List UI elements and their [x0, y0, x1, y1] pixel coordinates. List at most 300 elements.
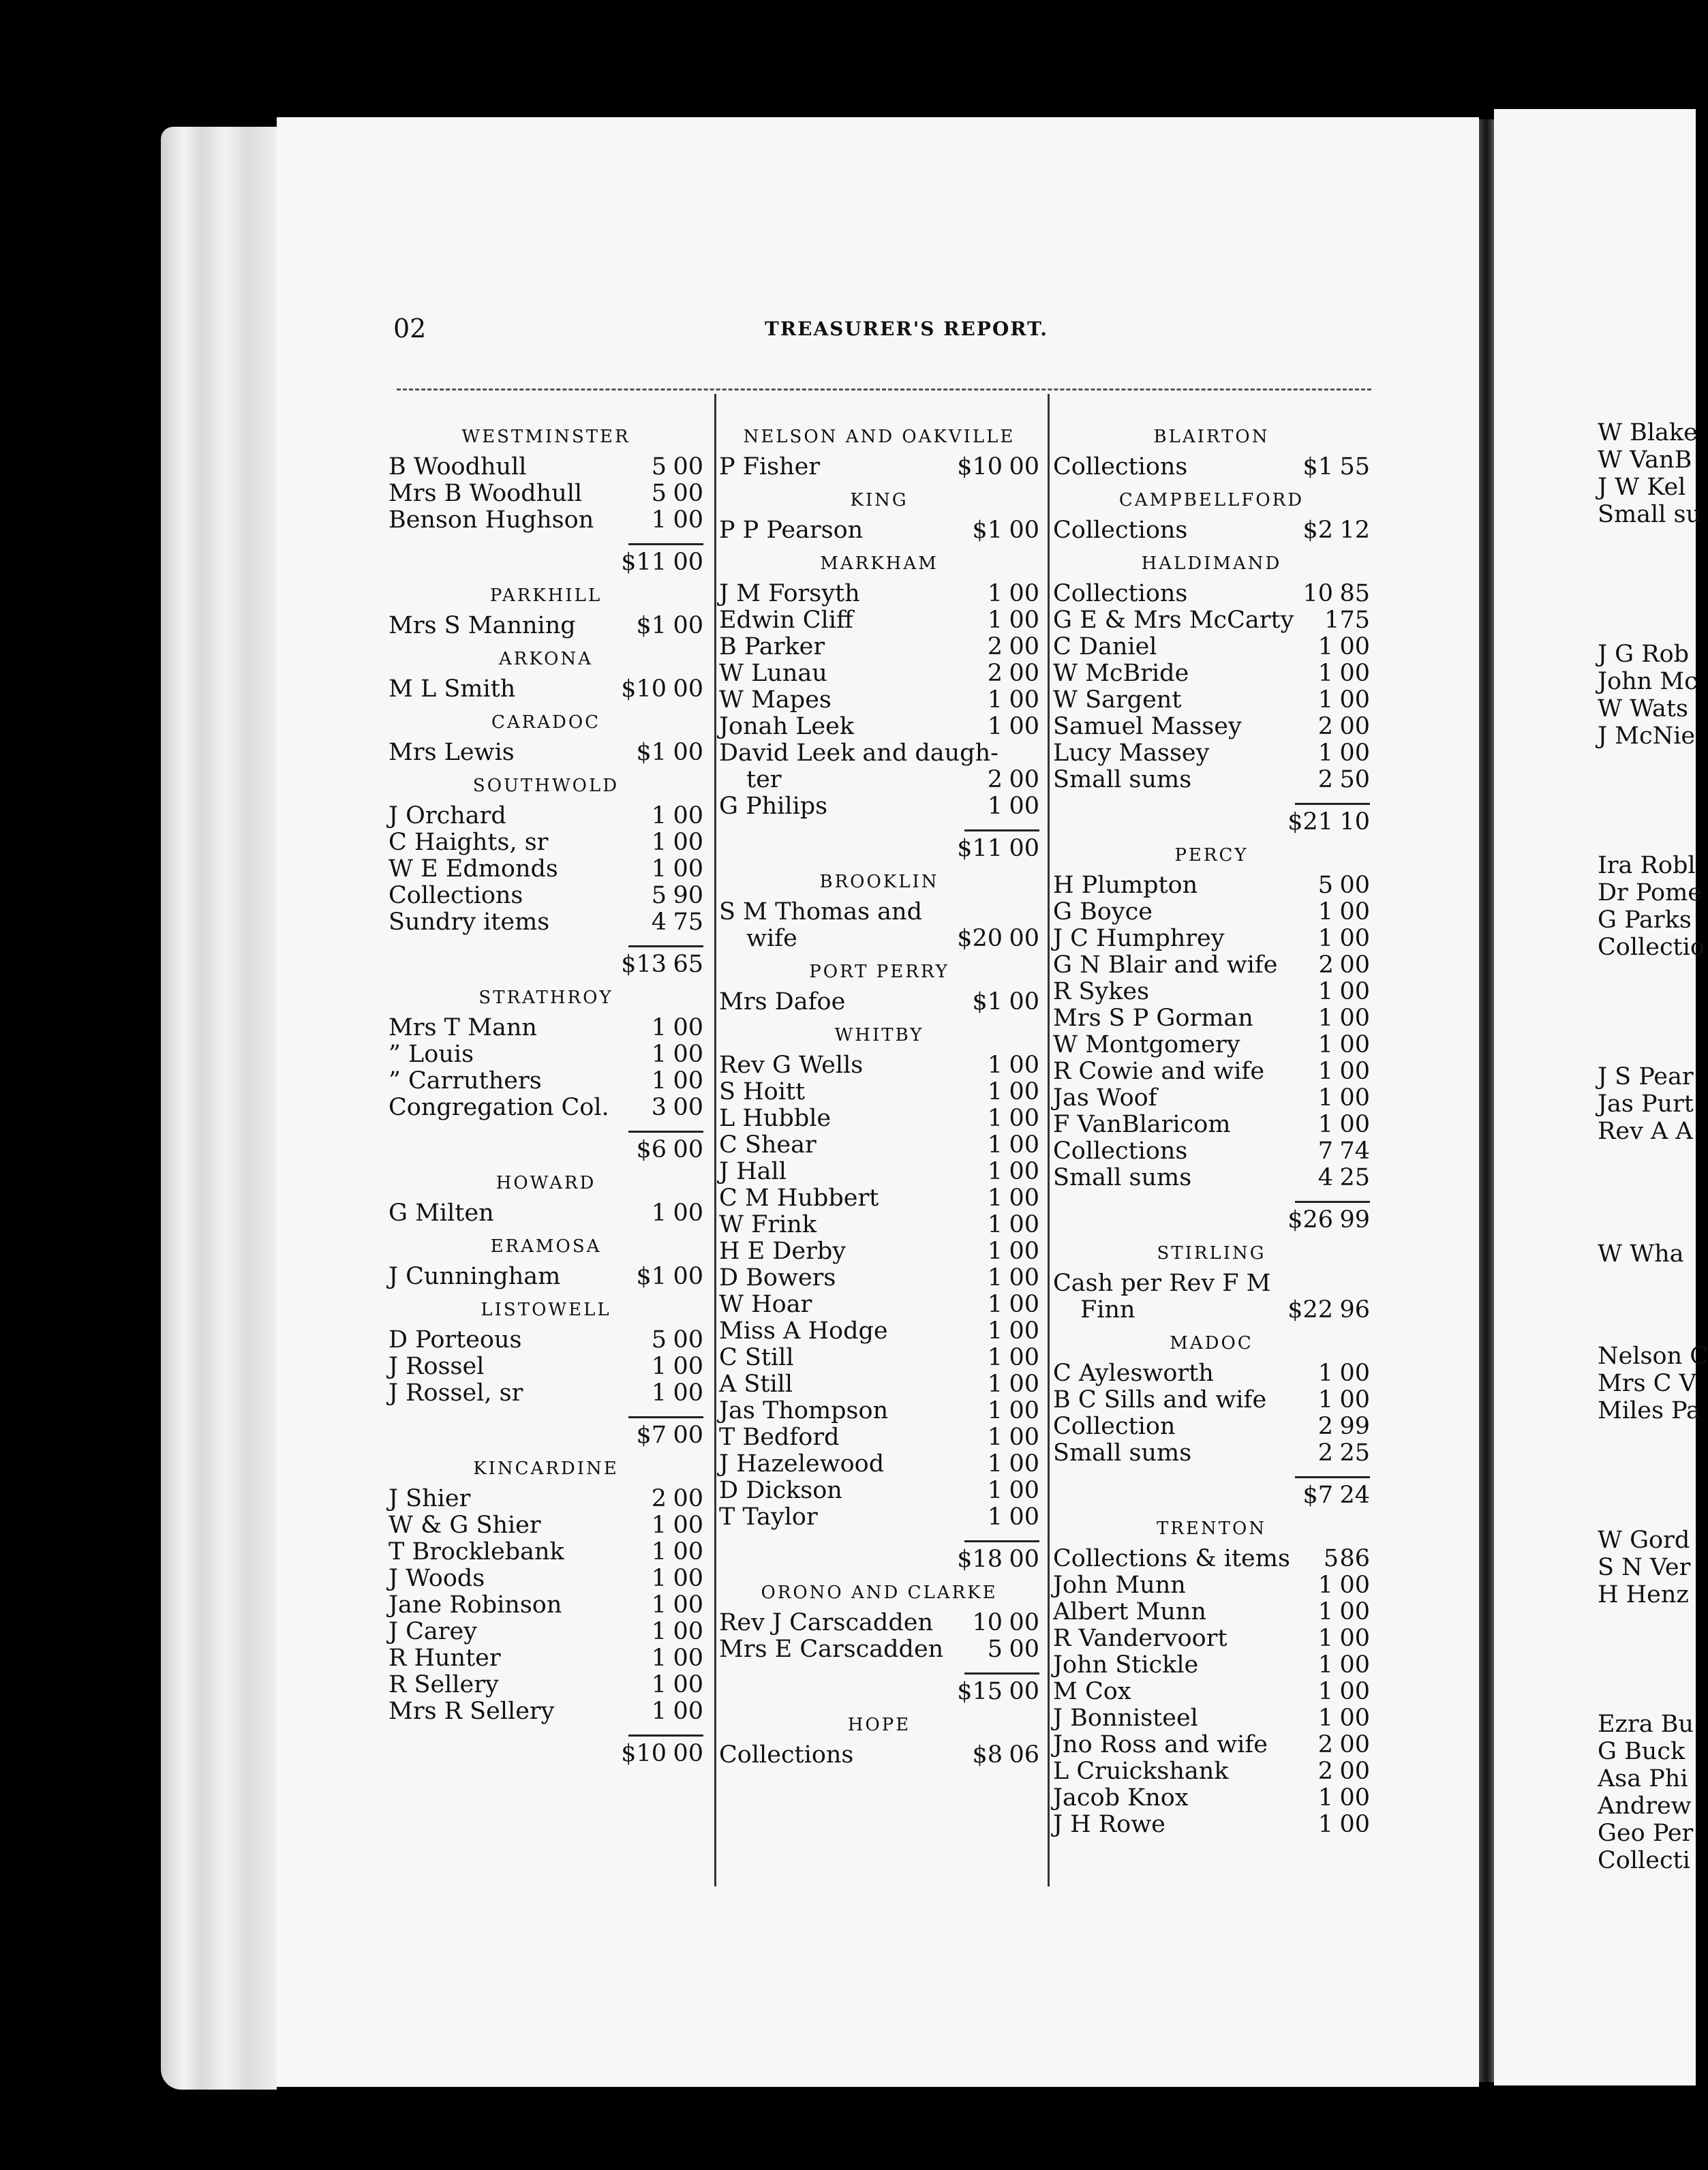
entry-cents: 00: [1009, 686, 1039, 714]
ledger-section: [388, 585, 703, 639]
entry-dollars: 1: [987, 1424, 1003, 1451]
entry-name: Mrs Dafoe: [719, 988, 846, 1015]
ledger-entry: [719, 1504, 1039, 1531]
entry-cents: 00: [673, 480, 703, 507]
entry-cents: 00: [1339, 633, 1370, 660]
entry-name: G Philips: [719, 793, 828, 820]
entry-name: G Boyce: [1053, 898, 1153, 926]
entry-name: W E Edmonds: [388, 855, 558, 883]
ledger-section: [719, 1025, 1039, 1573]
entry-dollars: $10: [957, 453, 1003, 480]
entry-cents: 86: [1339, 1545, 1370, 1572]
ledger-entry: [388, 829, 703, 856]
total-cents: 65: [673, 951, 703, 978]
entry-dollars: 1: [987, 1078, 1003, 1105]
entry-name: Finn: [1080, 1296, 1135, 1324]
entry-dollars: 1: [651, 1645, 667, 1672]
entry-name: S M Thomas and: [719, 898, 922, 926]
section-total: [388, 549, 703, 576]
right-page-text: H Henz: [1598, 1581, 1689, 1608]
entry-name: ter: [746, 766, 782, 793]
entry-name: J Rossel: [388, 1353, 485, 1380]
total-rule: [964, 829, 1039, 831]
entry-cents: 00: [1339, 1784, 1370, 1812]
ledger-entry: [388, 1619, 703, 1645]
entry-name: Congregation Col.: [388, 1094, 609, 1121]
entry-cents: 00: [673, 1591, 703, 1619]
total-dollars: $11: [957, 835, 1003, 862]
ledger-entry: [388, 1645, 703, 1672]
entry-name: F VanBlaricom: [1053, 1111, 1231, 1138]
ledger-entry: [1053, 1440, 1370, 1467]
entry-cents: 00: [1009, 607, 1039, 634]
total-rule: [628, 1735, 703, 1737]
ledger-section: [1053, 1518, 1370, 1838]
entry-name: J Woods: [388, 1565, 485, 1592]
ledger-entry: [719, 1238, 1039, 1265]
entry-name: Mrs T Mann: [388, 1014, 537, 1041]
ledger-section: [1053, 553, 1370, 836]
entry-name: ” Carruthers: [388, 1067, 542, 1095]
entry-cents: 00: [1339, 1360, 1370, 1387]
ledger-entry: [719, 1424, 1039, 1451]
entry-name: M L Smith: [388, 675, 516, 703]
entry-cents: 00: [1009, 1636, 1039, 1663]
entry-cents: 00: [673, 612, 703, 639]
ledger-entry: [719, 1212, 1039, 1238]
ledger-entry: [719, 1478, 1039, 1504]
ledger-entry: [1053, 1652, 1370, 1679]
entry-cents: 00: [673, 1067, 703, 1095]
entry-name: B C Sills and wife: [1053, 1386, 1267, 1413]
right-page-text: John Mc: [1598, 668, 1698, 695]
ledger-entry: [719, 926, 1039, 952]
ledger-entry: [719, 1292, 1039, 1318]
entry-name: Jacob Knox: [1053, 1784, 1189, 1812]
ledger-section: [1053, 1333, 1370, 1509]
entry-cents: 00: [673, 1041, 703, 1068]
section-heading: KINCARDINE: [473, 1458, 619, 1479]
section-heading: TRENTON: [1156, 1518, 1267, 1539]
entry-cents: 00: [673, 1538, 703, 1565]
entry-dollars: 1: [987, 1291, 1003, 1318]
entry-name: H E Derby: [719, 1238, 847, 1265]
section-heading: MADOC: [1170, 1333, 1253, 1354]
entry-cents: 74: [1339, 1137, 1370, 1165]
ledger-entry: [719, 1318, 1039, 1345]
entry-dollars: 1: [651, 802, 667, 829]
ledger-entry: [1053, 1812, 1370, 1838]
ledger-entry: [388, 1015, 703, 1041]
entry-name: Benson Hughson: [388, 506, 594, 534]
entry-name: W Frink: [719, 1211, 817, 1238]
entry-cents: 00: [1339, 1758, 1370, 1785]
entry-cents: 00: [1009, 1371, 1039, 1398]
entry-dollars: 1: [1317, 660, 1333, 687]
entry-cents: 25: [1339, 1164, 1370, 1191]
entry-name: J C Humphrey: [1053, 925, 1225, 952]
entry-name: Small sums: [1053, 1439, 1192, 1467]
entry-cents: 00: [673, 1645, 703, 1672]
right-page-text: W Wha: [1598, 1240, 1684, 1268]
ledger-entry: [719, 1345, 1039, 1371]
entry-dollars: 2: [987, 766, 1003, 793]
ledger-entry: [388, 856, 703, 883]
ledger-entry: [719, 517, 1039, 544]
total-rule: [628, 1416, 703, 1418]
ledger-entry: [719, 714, 1039, 740]
ledger-entry: [719, 989, 1039, 1015]
entry-cents: 00: [1339, 1386, 1370, 1413]
entry-name: Small sums: [1053, 766, 1192, 793]
ledger-entry: [388, 1380, 703, 1407]
section-heading: ERAMOSA: [490, 1236, 602, 1257]
entry-dollars: $2: [1302, 517, 1333, 544]
page-number: 02: [393, 314, 427, 343]
section-heading: HOPE: [847, 1715, 911, 1735]
ledger-section: [1053, 1243, 1370, 1324]
entry-name: John Stickle: [1053, 1651, 1199, 1679]
entry-dollars: 2: [1317, 1439, 1333, 1467]
entry-dollars: 1: [987, 1105, 1003, 1132]
section-total: [719, 1546, 1039, 1573]
ledger-entry: [1053, 660, 1370, 687]
entry-dollars: 1: [651, 1565, 667, 1592]
entry-dollars: 1: [1317, 1058, 1333, 1085]
ledger-entry: [719, 767, 1039, 793]
ledger-entry: [719, 1132, 1039, 1159]
entry-dollars: 1: [651, 1512, 667, 1539]
entry-name: Jonah Leek: [719, 713, 855, 740]
entry-cents: 00: [1009, 633, 1039, 660]
entry-dollars: 5: [651, 480, 667, 507]
entry-cents: 00: [1009, 1078, 1039, 1105]
book-page-right: [1494, 109, 1708, 2085]
entry-dollars: 2: [1317, 1758, 1333, 1785]
ledger-section: [1053, 490, 1370, 544]
entry-cents: 00: [673, 453, 703, 480]
section-heading: SOUTHWOLD: [472, 776, 620, 796]
entry-cents: 00: [673, 1618, 703, 1645]
ledger-entry: [388, 480, 703, 507]
entry-dollars: 1: [1317, 1386, 1333, 1413]
entry-name: Collections: [388, 882, 523, 909]
entry-dollars: $22: [1287, 1296, 1333, 1324]
ledger-column-1: [388, 417, 703, 1774]
entry-dollars: 1: [1317, 978, 1333, 1005]
entry-dollars: 1: [1317, 1005, 1333, 1032]
section-heading: STIRLING: [1157, 1243, 1266, 1264]
entry-cents: 00: [673, 1671, 703, 1698]
total-rule: [628, 1131, 703, 1133]
section-heading: NELSON AND OAKVILLE: [743, 427, 1016, 447]
entry-cents: 00: [673, 1353, 703, 1380]
entry-cents: 00: [1009, 517, 1039, 544]
ledger-section: [388, 1236, 703, 1290]
ledger-entry: [388, 883, 703, 909]
entry-name: Collection: [1053, 1413, 1176, 1440]
right-page-text: W Wats: [1598, 695, 1688, 722]
entry-name: C Aylesworth: [1053, 1360, 1214, 1387]
entry-dollars: $1: [636, 739, 667, 766]
entry-dollars: 1: [651, 1698, 667, 1725]
entry-cents: 00: [1009, 713, 1039, 740]
total-rule: [964, 1672, 1039, 1675]
entry-dollars: 5: [1323, 1545, 1339, 1572]
entry-cents: 00: [1339, 1678, 1370, 1705]
ledger-entry: [1053, 581, 1370, 607]
entry-dollars: 1: [1317, 1572, 1333, 1599]
entry-cents: 55: [1339, 453, 1370, 480]
entry-dollars: 1: [651, 506, 667, 534]
entry-cents: 00: [1009, 1052, 1039, 1079]
entry-cents: 96: [1339, 1296, 1370, 1324]
right-page-text: Dr Pome: [1598, 879, 1703, 906]
entry-cents: 85: [1339, 580, 1370, 607]
ledger-entry: [1053, 926, 1370, 952]
section-total: [1053, 1482, 1370, 1509]
entry-name: Cash per Rev F M: [1053, 1270, 1271, 1297]
entry-dollars: 5: [987, 1636, 1003, 1663]
entry-name: Mrs R Sellery: [388, 1698, 555, 1725]
entry-cents: 00: [673, 1263, 703, 1290]
entry-name: J Carey: [388, 1618, 478, 1645]
entry-name: C Haights, sr: [388, 829, 549, 856]
right-page-text: Asa Phi: [1598, 1765, 1688, 1792]
entry-cents: 00: [673, 1485, 703, 1512]
total-cents: 00: [673, 1422, 703, 1449]
entry-dollars: 1: [1317, 1360, 1333, 1387]
entry-cents: 00: [1339, 1005, 1370, 1032]
entry-cents: 00: [1009, 1317, 1039, 1345]
entry-dollars: 1: [987, 1185, 1003, 1212]
entry-dollars: 1: [1317, 633, 1333, 660]
ledger-entry: [1053, 1785, 1370, 1812]
ledger-entry: [719, 634, 1039, 660]
section-heading: BROOKLIN: [819, 872, 939, 892]
entry-name: ” Louis: [388, 1041, 474, 1068]
ledger-entry: [719, 1398, 1039, 1424]
entry-name: B Woodhull: [388, 453, 527, 480]
entry-name: W Lunau: [719, 660, 827, 687]
entry-cents: 00: [1009, 1264, 1039, 1292]
entry-dollars: 1: [987, 1371, 1003, 1398]
ledger-column-2: [719, 417, 1039, 1769]
ledger-entry: [1053, 1705, 1370, 1732]
entry-dollars: 1: [651, 1618, 667, 1645]
entry-cents: 00: [1009, 1450, 1039, 1478]
ledger-entry: [719, 1371, 1039, 1398]
ledger-entry: [719, 687, 1039, 714]
entry-cents: 00: [673, 1326, 703, 1354]
ledger-section: [388, 1173, 703, 1227]
entry-cents: 00: [1009, 1105, 1039, 1132]
ledger-entry: [388, 676, 703, 703]
total-dollars: $7: [636, 1422, 667, 1449]
entry-cents: 00: [673, 1199, 703, 1227]
ledger-section: [388, 988, 703, 1163]
total-rule: [964, 1540, 1039, 1542]
entry-dollars: 5: [651, 1326, 667, 1354]
entry-dollars: 1: [987, 1264, 1003, 1292]
ledger-entry: [1053, 1005, 1370, 1032]
ledger-entry: [1053, 1599, 1370, 1625]
ledger-entry: [719, 899, 1039, 926]
entry-dollars: $20: [957, 925, 1003, 952]
entry-dollars: 1: [1317, 1084, 1333, 1112]
entry-name: T Taylor: [719, 1503, 818, 1531]
ledger-entry: [719, 740, 1039, 767]
entry-name: J Bonnisteel: [1053, 1705, 1198, 1732]
section-heading: PERCY: [1174, 845, 1249, 866]
total-cents: 00: [673, 1740, 703, 1767]
ledger-entry: [1053, 899, 1370, 926]
ledger-entry: [1053, 1085, 1370, 1112]
section-total: [388, 1137, 703, 1163]
entry-cents: 00: [1009, 793, 1039, 820]
entry-name: Jno Ross and wife: [1053, 1731, 1268, 1758]
total-cents: 99: [1339, 1206, 1370, 1234]
entry-dollars: 1: [651, 829, 667, 856]
ledger-entry: [388, 739, 703, 766]
total-cents: 00: [673, 1136, 703, 1163]
entry-name: G Milten: [388, 1199, 494, 1227]
entry-dollars: 1: [651, 855, 667, 883]
entry-name: John Munn: [1053, 1572, 1186, 1599]
entry-name: Sundry items: [388, 908, 550, 936]
entry-cents: 00: [1009, 580, 1039, 607]
right-page-text: J G Rob: [1598, 641, 1690, 668]
total-cents: 00: [1009, 835, 1039, 862]
entry-dollars: 1: [1317, 925, 1333, 952]
entry-cents: 99: [1339, 1413, 1370, 1440]
section-total: [388, 1422, 703, 1449]
entry-name: Collections: [1053, 453, 1188, 480]
entry-name: Collections: [719, 1741, 854, 1769]
entry-dollars: 4: [1317, 1164, 1333, 1191]
ledger-entry: [719, 1052, 1039, 1079]
right-page-text: J McNie: [1598, 722, 1696, 750]
entry-dollars: 1: [987, 1317, 1003, 1345]
entry-name: C Still: [719, 1344, 794, 1371]
entry-name: P P Pearson: [719, 517, 864, 544]
ledger-entry: [1053, 517, 1370, 544]
entry-dollars: 1: [987, 1397, 1003, 1424]
entry-name: J Rossel, sr: [388, 1379, 523, 1407]
total-dollars: $15: [957, 1678, 1003, 1705]
entry-dollars: 1: [987, 1503, 1003, 1531]
entry-name: wife: [746, 925, 797, 952]
ledger-entry: [388, 1264, 703, 1290]
entry-cents: 00: [1009, 1131, 1039, 1159]
ledger-entry: [719, 1610, 1039, 1636]
column-divider: [714, 394, 716, 1886]
entry-cents: 00: [1339, 1084, 1370, 1112]
entry-cents: 00: [1009, 925, 1039, 952]
entry-cents: 00: [1339, 1811, 1370, 1838]
entry-cents: 00: [1339, 660, 1370, 687]
ledger-section: [388, 427, 703, 576]
entry-cents: 00: [1339, 1731, 1370, 1758]
entry-name: J Orchard: [388, 802, 506, 829]
section-heading: ARKONA: [499, 649, 593, 669]
entry-cents: 00: [1339, 1058, 1370, 1085]
right-page-text: J W Kel: [1598, 474, 1686, 501]
section-heading: HALDIMAND: [1141, 553, 1282, 574]
entry-dollars: 1: [651, 1353, 667, 1380]
entry-dollars: 2: [1317, 1413, 1333, 1440]
ledger-section: [388, 1458, 703, 1767]
entry-dollars: 1: [987, 1344, 1003, 1371]
right-page-text: Ezra Bu: [1598, 1711, 1694, 1738]
entry-name: Rev J Carscadden: [719, 1609, 933, 1636]
section-heading: PARKHILL: [489, 585, 603, 606]
ledger-entry: [1053, 1572, 1370, 1599]
ledger-entry: [1053, 1387, 1370, 1413]
entry-dollars: 1: [987, 713, 1003, 740]
entry-dollars: 7: [1317, 1137, 1333, 1165]
total-dollars: $18: [957, 1546, 1003, 1573]
entry-cents: 50: [1339, 766, 1370, 793]
entry-name: Collections: [1053, 1137, 1188, 1165]
ledger-entry: [719, 1742, 1039, 1769]
entry-cents: 00: [1009, 1503, 1039, 1531]
ledger-entry: [1053, 1032, 1370, 1058]
entry-dollars: 2: [1317, 713, 1333, 740]
entry-name: D Bowers: [719, 1264, 836, 1292]
entry-name: S Hoitt: [719, 1078, 806, 1105]
entry-name: W Hoar: [719, 1291, 812, 1318]
entry-dollars: 1: [987, 580, 1003, 607]
ledger-entry: [388, 454, 703, 480]
ledger-entry: [1053, 1625, 1370, 1652]
entry-dollars: 5: [651, 882, 667, 909]
entry-name: W Montgomery: [1053, 1031, 1240, 1058]
entry-dollars: $1: [636, 612, 667, 639]
entry-cents: 00: [1339, 1705, 1370, 1732]
ledger-entry: [388, 1565, 703, 1592]
entry-dollars: 1: [987, 1238, 1003, 1265]
entry-name: A Still: [719, 1371, 793, 1398]
ledger-entry: [388, 1068, 703, 1095]
total-rule: [628, 945, 703, 947]
ledger-entry: [388, 909, 703, 936]
right-page-text: Jas Purt: [1598, 1090, 1694, 1118]
ledger-entry: [388, 1354, 703, 1380]
ledger-entry: [388, 507, 703, 534]
entry-cents: 00: [1339, 951, 1370, 979]
entry-dollars: 1: [987, 1211, 1003, 1238]
entry-name: Mrs B Woodhull: [388, 480, 583, 507]
entry-dollars: 1: [651, 1199, 667, 1227]
section-heading: HOWARD: [495, 1173, 596, 1193]
ledger-section: [719, 872, 1039, 952]
ledger-entry: [719, 1265, 1039, 1292]
book-gutter: [1479, 119, 1494, 2082]
entry-cents: 00: [1009, 660, 1039, 687]
entry-dollars: 1: [651, 1014, 667, 1041]
entry-dollars: 10: [972, 1609, 1003, 1636]
entry-cents: 00: [1009, 1424, 1039, 1451]
total-dollars: $26: [1287, 1206, 1333, 1234]
entry-cents: 00: [673, 1512, 703, 1539]
book-page-stack: [161, 127, 277, 2090]
ledger-entry: [1053, 1679, 1370, 1705]
entry-name: Jane Robinson: [388, 1591, 562, 1619]
section-heading: STRATHROY: [478, 988, 613, 1008]
ledger-entry: [1053, 454, 1370, 480]
entry-name: Mrs Lewis: [388, 739, 515, 766]
